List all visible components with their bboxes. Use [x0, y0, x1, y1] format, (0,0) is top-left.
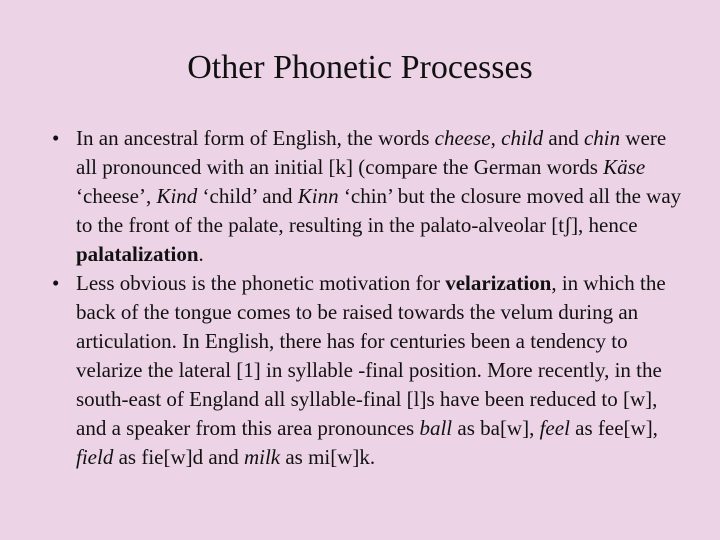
text-run: ‘cheese’,: [76, 184, 157, 208]
italic-term: Käse: [603, 155, 646, 179]
text-run: were all pronounced with an initial [k] (compare the German words: [76, 126, 667, 179]
italic-term: Kind: [156, 184, 198, 208]
bullet-list: [48, 124, 688, 472]
bold-term: velarization: [445, 271, 552, 295]
italic-term: cheese: [434, 126, 491, 150]
bullet-text: [76, 271, 666, 469]
italic-term: field: [76, 445, 114, 469]
text-run: ‘chin’ but the closure moved all the way to the front of the palate, resulting in the palato-alveolar [tʃ], hence: [76, 184, 682, 237]
italic-term: chin: [583, 126, 621, 150]
text-run: and: [543, 126, 584, 150]
text-run: .: [198, 242, 204, 266]
text-run: , in which the back of the tongue comes to be raised towards the velum during an articulation. In English, there has for centuries been a tendency to velarize the lateral [1] in syllable -final position. More recently, in the south-east of England all syllable-final [l]s have been reduced to [w], and a speaker from this area pronounces: [76, 271, 666, 440]
text-run: as fee[w],: [569, 416, 658, 440]
italic-term: feel: [539, 416, 570, 440]
text-run: ‘child’ and: [197, 184, 298, 208]
text-run: In an ancestral form of English, the words: [76, 126, 435, 150]
bullet-palatalization: [48, 124, 688, 269]
text-run: as ba[w],: [452, 416, 540, 440]
italic-term: child: [501, 126, 544, 150]
italic-term: ball: [419, 416, 453, 440]
text-run: ,: [490, 126, 502, 150]
slide-title: Other Phonetic Processes: [187, 49, 533, 86]
text-run: as mi[w]k.: [280, 445, 376, 469]
bullet-velarization: [48, 269, 688, 472]
bullet-marker: •: [52, 126, 60, 150]
text-run: Less obvious is the phonetic motivation for: [76, 271, 446, 295]
bullet-text: [76, 126, 681, 266]
italic-term: Kinn: [297, 184, 339, 208]
italic-term: milk: [243, 445, 281, 469]
text-run: as fie[w]d and: [113, 445, 244, 469]
bold-term: palatalization: [76, 242, 199, 266]
bullet-marker: •: [52, 271, 60, 295]
